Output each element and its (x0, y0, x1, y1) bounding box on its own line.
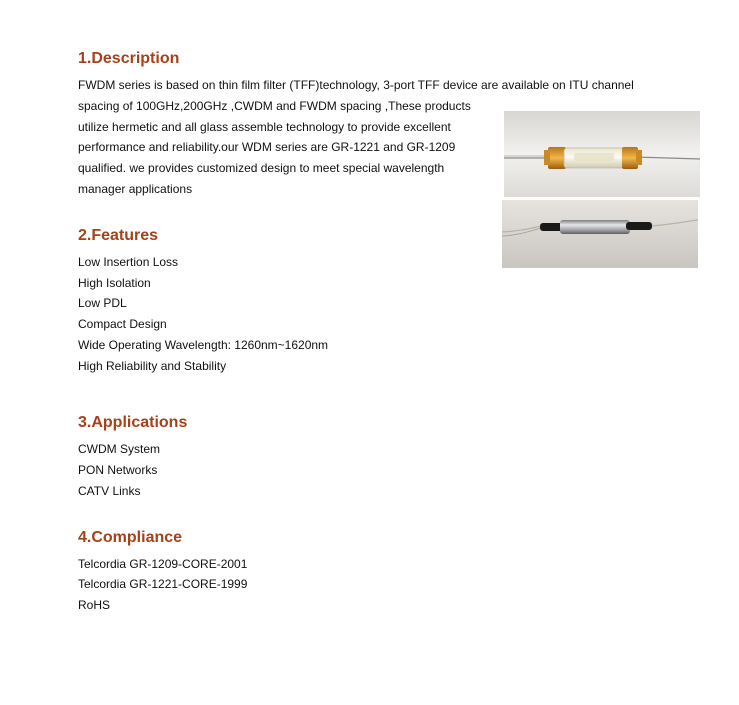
description-line: qualified. we provides customized design to meet special wavelength (78, 161, 445, 175)
features-list-item: Low Insertion Loss (78, 255, 179, 269)
applications-list-item: PON Networks (78, 463, 158, 477)
compliance-list-item: Telcordia GR-1221-CORE-1999 (78, 577, 248, 591)
applications-heading: 3.Applications (78, 414, 188, 431)
compliance-heading: 4.Compliance (78, 529, 183, 546)
features-list-item: High Isolation (78, 276, 151, 290)
features-list-item: Compact Design (78, 317, 167, 331)
description-heading: 1.Description (78, 50, 180, 67)
applications-list-item: CWDM System (78, 442, 160, 456)
applications-list-item: CATV Links (78, 484, 141, 498)
description-line: manager applications (78, 182, 193, 196)
features-heading: 2.Features (78, 227, 159, 244)
description-line: utilize hermetic and all glass assemble technology to provide excellent (78, 120, 451, 134)
features-list-item: High Reliability and Stability (78, 359, 227, 373)
fwdm-steel-tube-photo (502, 200, 698, 268)
features-list-item: Low PDL (78, 296, 127, 310)
features-list-item: Wide Operating Wavelength: 1260nm~1620nm (78, 338, 329, 352)
fwdm-glass-tube-photo (504, 111, 700, 197)
description-line: performance and reliability.our WDM series are GR-1221 and GR-1209 (78, 140, 456, 154)
compliance-list-item: RoHS (78, 598, 111, 612)
compliance-list-item: Telcordia GR-1209-CORE-2001 (78, 557, 248, 571)
description-line: FWDM series is based on thin film filter (TFF)technology, 3-port TFF device are available on ITU channel (78, 78, 634, 92)
description-line: spacing of 100GHz,200GHz ,CWDM and FWDM spacing ,These products (78, 99, 471, 113)
